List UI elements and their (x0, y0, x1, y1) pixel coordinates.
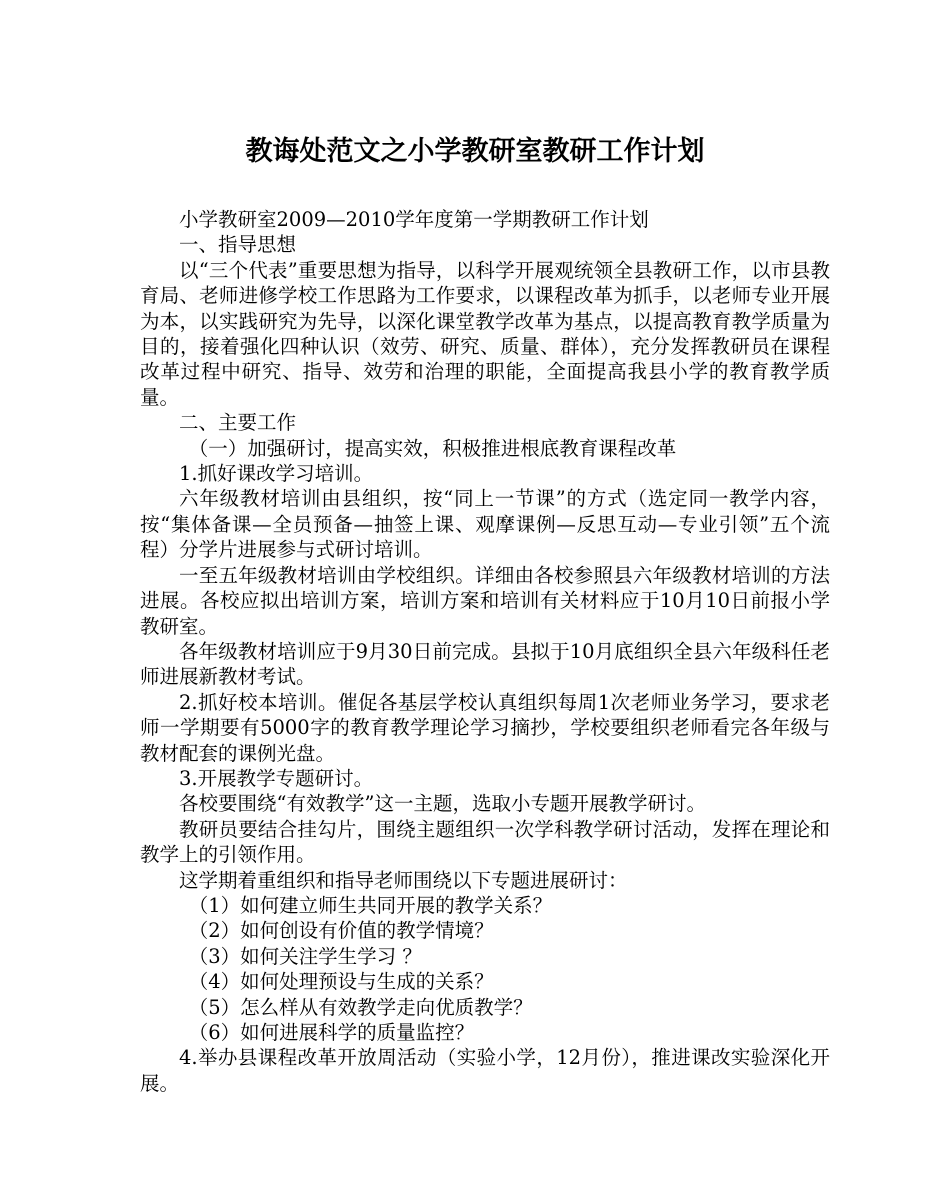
section-heading-main-work: 二、主要工作 (179, 411, 297, 435)
subsection-heading-1: （一）加强研讨，提高实效，积极推进根底教育课程改革 (188, 436, 677, 460)
paragraph-effective-teaching: 各校要围绕“有效教学”这一主题，选取小专题开展教学研讨。 (179, 792, 706, 816)
topic-item: （5）怎么样从有效教学走向优质教学？ (188, 995, 533, 1019)
topic-item: （1）如何建立师生共同开展的教学关系？ (188, 893, 553, 917)
item-open-week: 4.举办县课程改革开放周活动（实验小学，12月份），推进课改实验深化开展。 (140, 1046, 830, 1095)
paragraph-grade1-5-training: 一至五年级教材培训由学校组织。详细由各校参照县六年级教材培训的方法进展。各校应拟出培训方案，培训方案和培训有关材料应于10月10日前报小学教研室。 (140, 563, 830, 638)
topic-item: （4）如何处理预设与生成的关系？ (188, 970, 494, 994)
topic-item: （3）如何关注学生学习 ？ (188, 944, 422, 968)
paragraph-researchers: 教研员要结合挂勾片，围绕主题组织一次学科教学研讨活动，发挥在理论和教学上的引领作用。 (140, 817, 830, 867)
topic-item: （2）如何创设有价值的教学情境？ (188, 919, 494, 943)
paragraph-topics-intro: 这学期着重组织和指导老师围绕以下专题进展研讨： (179, 868, 628, 892)
paragraph-training-deadline: 各年级教材培训应于9月30日前完成。县拟于10月底组织全县六年级科任老师进展新教材考试。 (140, 639, 830, 689)
plan-heading: 小学教研室2009—2010学年度第一学期教研工作计划 (179, 208, 649, 231)
item-heading-1: 1.抓好课改学习培训。 (179, 462, 374, 486)
section-heading-guiding-ideology: 一、指导思想 (179, 233, 297, 257)
document-body (140, 207, 830, 1096)
page-title: 教诲处范文之小学教研室教研工作计划 (245, 136, 705, 167)
topic-item: （6）如何进展科学的质量监控？ (188, 1021, 475, 1044)
paragraph-grade6-training: 六年级教材培训由县组织，按“同上一节课”的方式（选定同一教学内容，按“集体备课—全员预备—抽签上课、观摩课例—反思互动—专业引领”五个流程）分学片进展参与式研讨培训。 (140, 487, 830, 562)
item-heading-3: 3.开展教学专题研讨。 (179, 766, 374, 790)
paragraph-guiding-ideology: 以“三个代表”重要思想为指导，以科学开展观统领全县教研工作，以市县教育局、老师进修学校工作思路为工作要求，以课程改革为抓手，以老师专业开展为本，以实践研究为先导，以深化课堂教学改革为基点，以提高教育教学质量为目的，接着强化四种认识（效劳、研究、质量、群体），充分发挥教研员在课程改革过程中研究、指导、效劳和治理的职能，全面提高我县小学的教育教学质量。 (140, 258, 830, 409)
item-school-training: 2.抓好校本培训。催促各基层学校认真组织每周1次老师业务学习，要求老师一学期要有5000字的教育教学理论学习摘抄，学校要组织老师看完各年级与教材配套的课例光盘。 (140, 690, 830, 765)
